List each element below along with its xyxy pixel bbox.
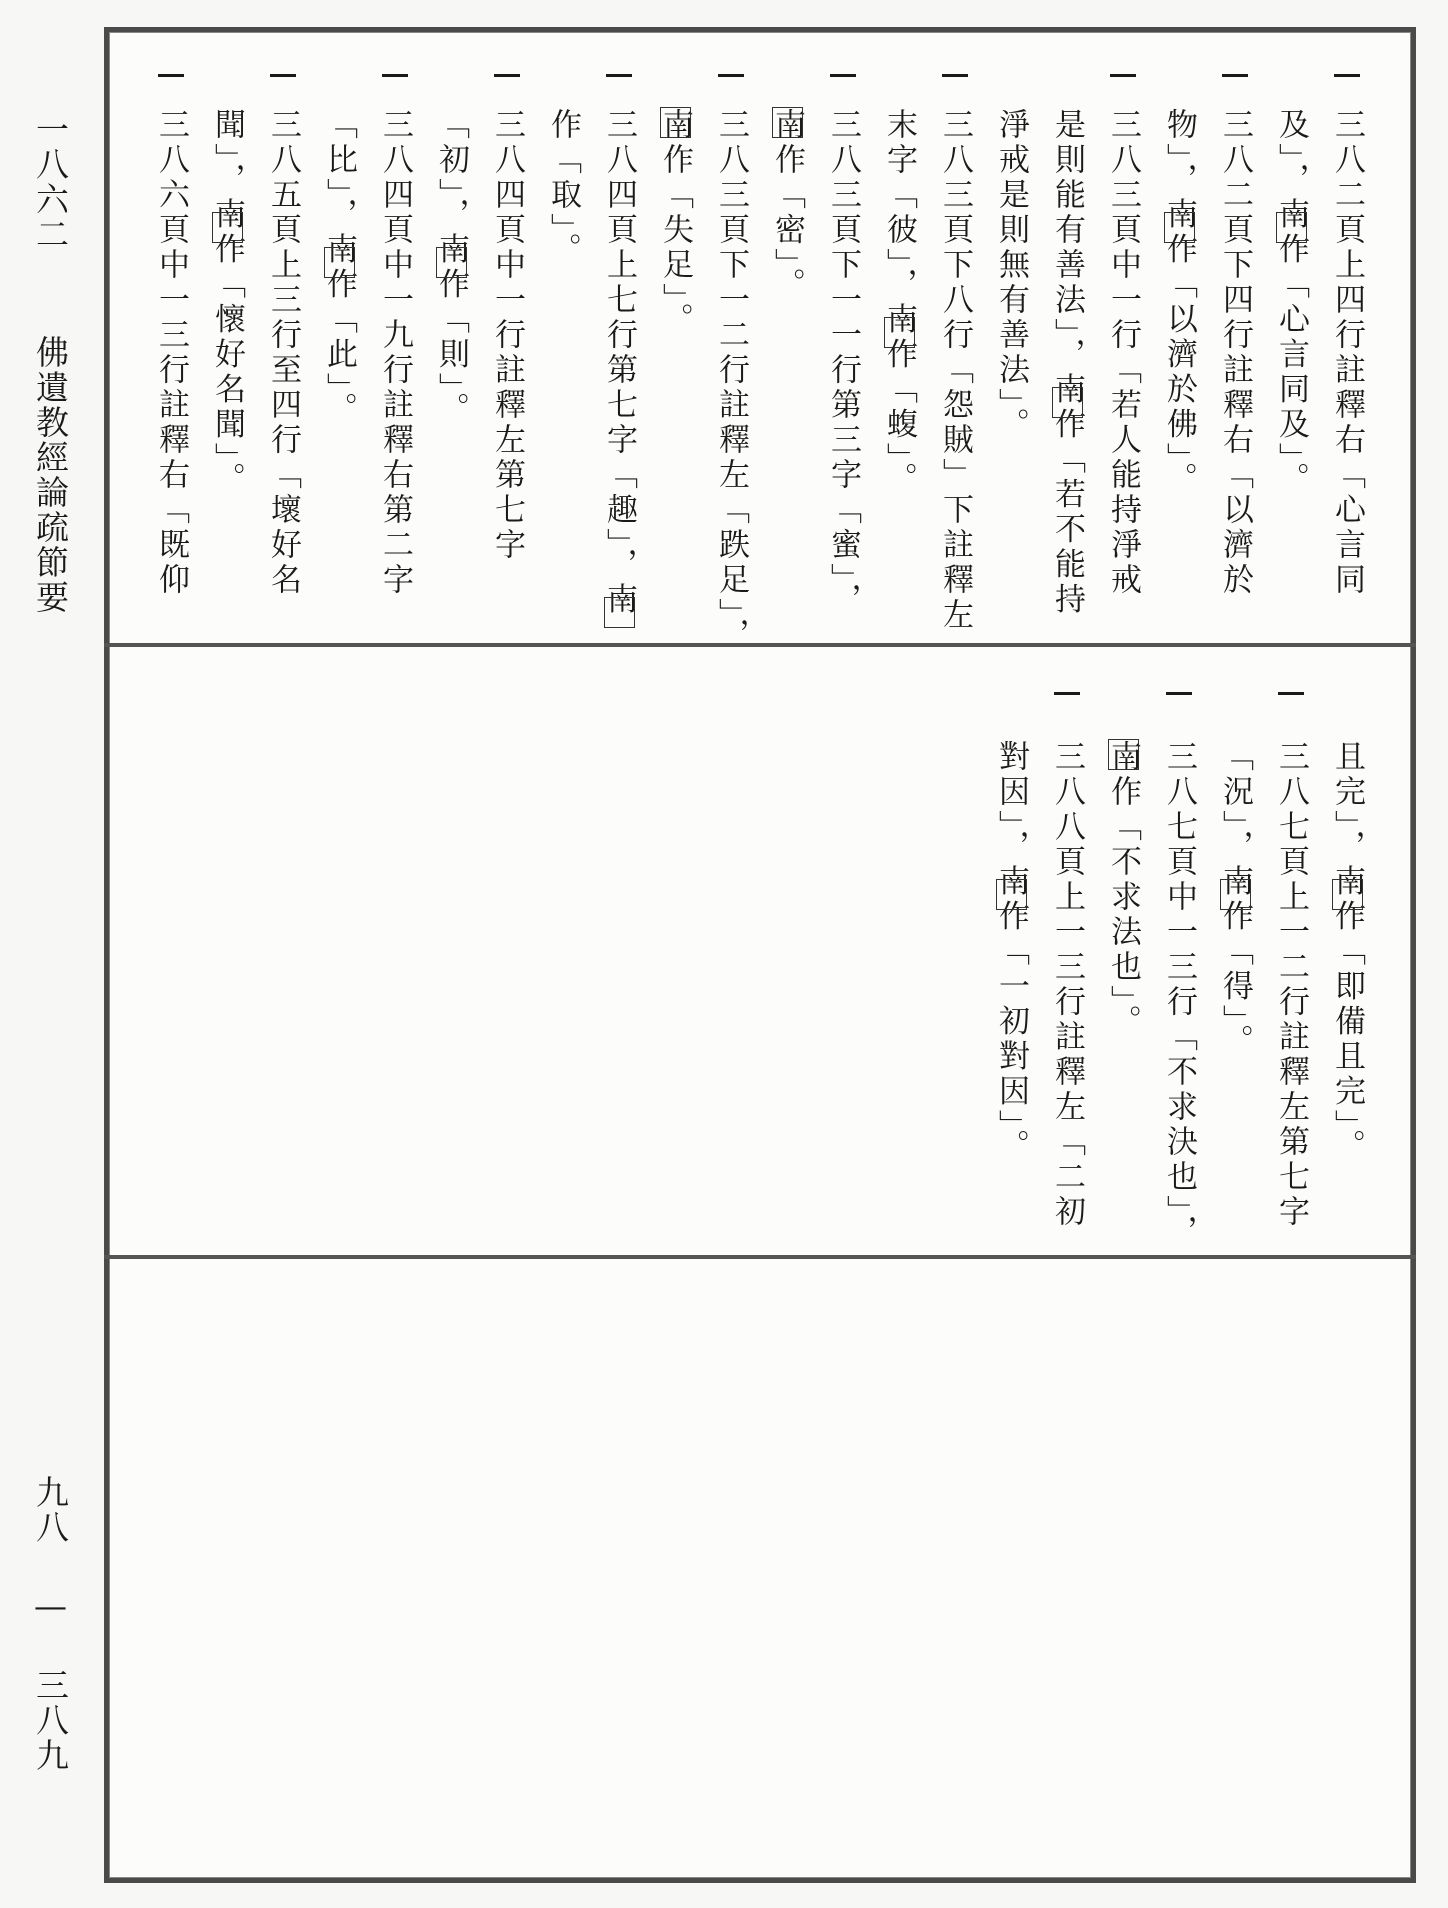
panel-divider [104,1255,1416,1259]
text-column: 三八四頁中一行註釋左第七字 [489,108,525,563]
text-column: 三八三頁中一行「若人能持淨戒 [1105,108,1141,598]
text-column: 三八七頁中一三行「不求決也」， [1161,740,1197,1250]
text-column: 是則能有善法」，南作「若不能持 [1049,108,1085,618]
entry-marker-dash [1166,692,1192,695]
page-number: 九八 — 三八九 [31,1475,70,1773]
entry-marker-dash [494,74,520,77]
entry-marker-dash [1278,692,1304,695]
text-column: 三八五頁上三行至四行「壞好名 [265,108,301,598]
entry-marker-dash [1054,692,1080,695]
text-column: 作「取」。 [545,108,581,268]
text-column: 末字「彼」，南作「蝮」。 [881,108,917,497]
text-column: 三八八頁上一三行註釋左「二初 [1049,740,1085,1230]
volume-number: 一八六二 [31,112,70,252]
entry-marker-dash [606,74,632,77]
text-column: 三八二頁上四行註釋右「心言同 [1329,108,1365,598]
entry-marker-dash [1110,74,1136,77]
text-column: 且完」，南作「即備且完」。 [1329,740,1365,1164]
text-column: 三八三頁下一二行註釋左「跌足」， [713,108,749,653]
entry-marker-dash [270,74,296,77]
text-column: 三八二頁下四行註釋右「以濟於 [1217,108,1253,598]
entry-marker-dash [718,74,744,77]
text-column: 三八三頁下八行「怨賊」下註釋左 [937,108,973,633]
text-column: 物」，南作「以濟於佛」。 [1161,108,1197,497]
text-column: 「初」，南作「則」。 [433,108,469,427]
text-column: 三八四頁中一九行註釋右第二字 [377,108,413,598]
text-column: 及」，南作「心言同及」。 [1273,108,1309,497]
panel-divider [104,643,1416,647]
text-column: 聞」，南作「懷好名聞」。 [209,108,245,497]
entry-marker-dash [942,74,968,77]
entry-marker-dash [1222,74,1248,77]
text-column: 「比」，南作「此」。 [321,108,357,427]
text-column: 對因」，南作「一初對因」。 [993,740,1029,1164]
text-column: 南作「失足」。 [657,108,693,338]
text-column: 南作「密」。 [769,108,805,303]
text-column: 三八三頁下一一行第三字「蜜」， [825,108,861,618]
text-column: 三八七頁上一二行註釋左第七字 [1273,740,1309,1230]
text-column: 「況」，南作「得」。 [1217,740,1253,1059]
entry-marker-dash [158,74,184,77]
entry-marker-dash [1334,74,1360,77]
text-column: 淨戒是則無有善法」。 [993,108,1029,443]
text-column: 三八四頁上七行第七字「趣」，南 [601,108,637,618]
text-column: 三八六頁中一三行註釋右「既仰 [153,108,189,598]
entry-marker-dash [382,74,408,77]
entry-marker-dash [830,74,856,77]
text-column: 南作「不求法也」。 [1105,740,1141,1040]
book-title: 佛遺教經論疏節要 [31,335,70,615]
